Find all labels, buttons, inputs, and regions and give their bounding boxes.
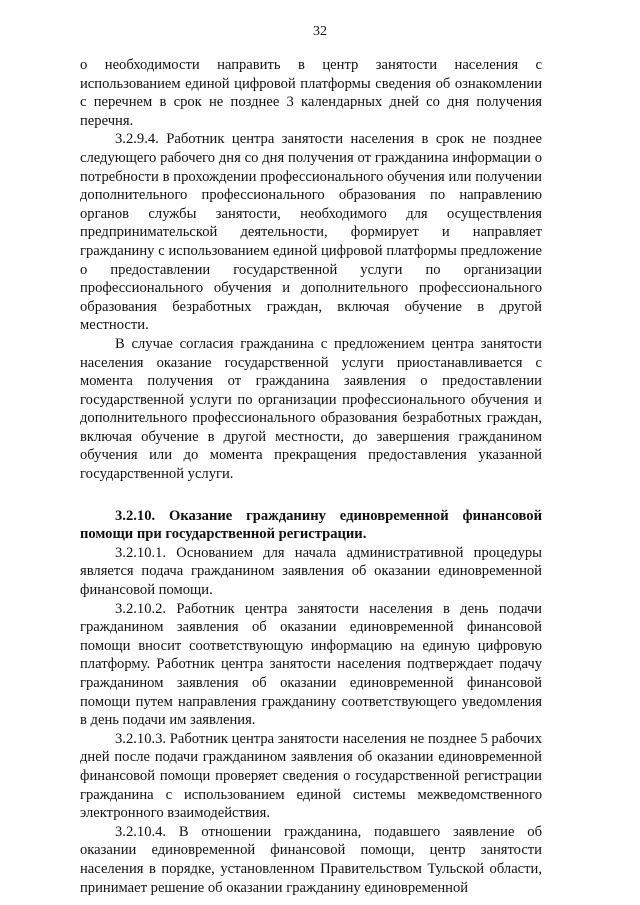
paragraph-3-2-10-4: 3.2.10.4. В отношении гражданина, подавшего заявление об оказании единовременной финансовой помощи, центр занятости населения в порядке, установленном Правительством Тульской области, принимает решение об оказании гражданину единовременной	[80, 823, 542, 896]
paragraph-continuation: о необходимости направить в центр занятости населения с использованием единой цифровой платформы сведения об ознакомлении с перечнем в срок не позднее 3 календарных дней со дня получения перечня.	[80, 57, 542, 129]
page-number: 32	[313, 24, 327, 39]
paragraph-3-2-10-3: 3.2.10.3. Работник центра занятости населения не позднее 5 рабочих дней после подачи гражданином заявления об оказании единовременной финансовой помощи проверяет сведения о государственной регистрации гражданина с использованием единой системы межведомственного электронного взаимодействия.	[80, 730, 542, 822]
document-body	[80, 56, 542, 897]
section-heading-3-2-10: 3.2.10. Оказание гражданину единовременной финансовой помощи при государственной регистрации.	[80, 507, 542, 543]
paragraph-consent: В случае согласия гражданина с предложением центра занятости населения оказание государственной услуги приостанавливается с момента получения от гражданина заявления о предоставлении государственной услуги по организации профессионального обучения и дополнительного профессионального образования безработных граждан, включая обучение в другой местности, до завершения гражданином обучения или до момента прекращения предоставления указанной государственной услуги.	[80, 335, 542, 483]
paragraph-3-2-10-1: 3.2.10.1. Основанием для начала административной процедуры является подача гражданином заявления об оказании единовременной финансовой помощи.	[80, 544, 542, 599]
paragraph-3-2-10-2: 3.2.10.2. Работник центра занятости населения в день подачи гражданином заявления об оказании единовременной финансовой помощи вносит соответствующую информацию на единую цифровую платформу. Работник центра занятости населения подтверждает подачу гражданином заявления об оказании единовременной финансовой помощи путем направления гражданину соответствующего уведомления в день подачи им заявления.	[80, 600, 542, 729]
paragraph-3-2-9-4: 3.2.9.4. Работник центра занятости населения в срок не позднее следующего рабочего дня со дня получения от гражданина информации о потребности в прохождении профессионального обучения или получении дополнительного профессионального образования по направлению органов службы занятости, необходимого для осуществления предпринимательской деятельности, формирует и направляет гражданину с использованием единой цифровой платформы предложение о предоставлении государственной услуги по организации профессионального обучения и дополнительного профессионального образования безработных граждан, включая обучение в другой местности.	[80, 131, 542, 334]
